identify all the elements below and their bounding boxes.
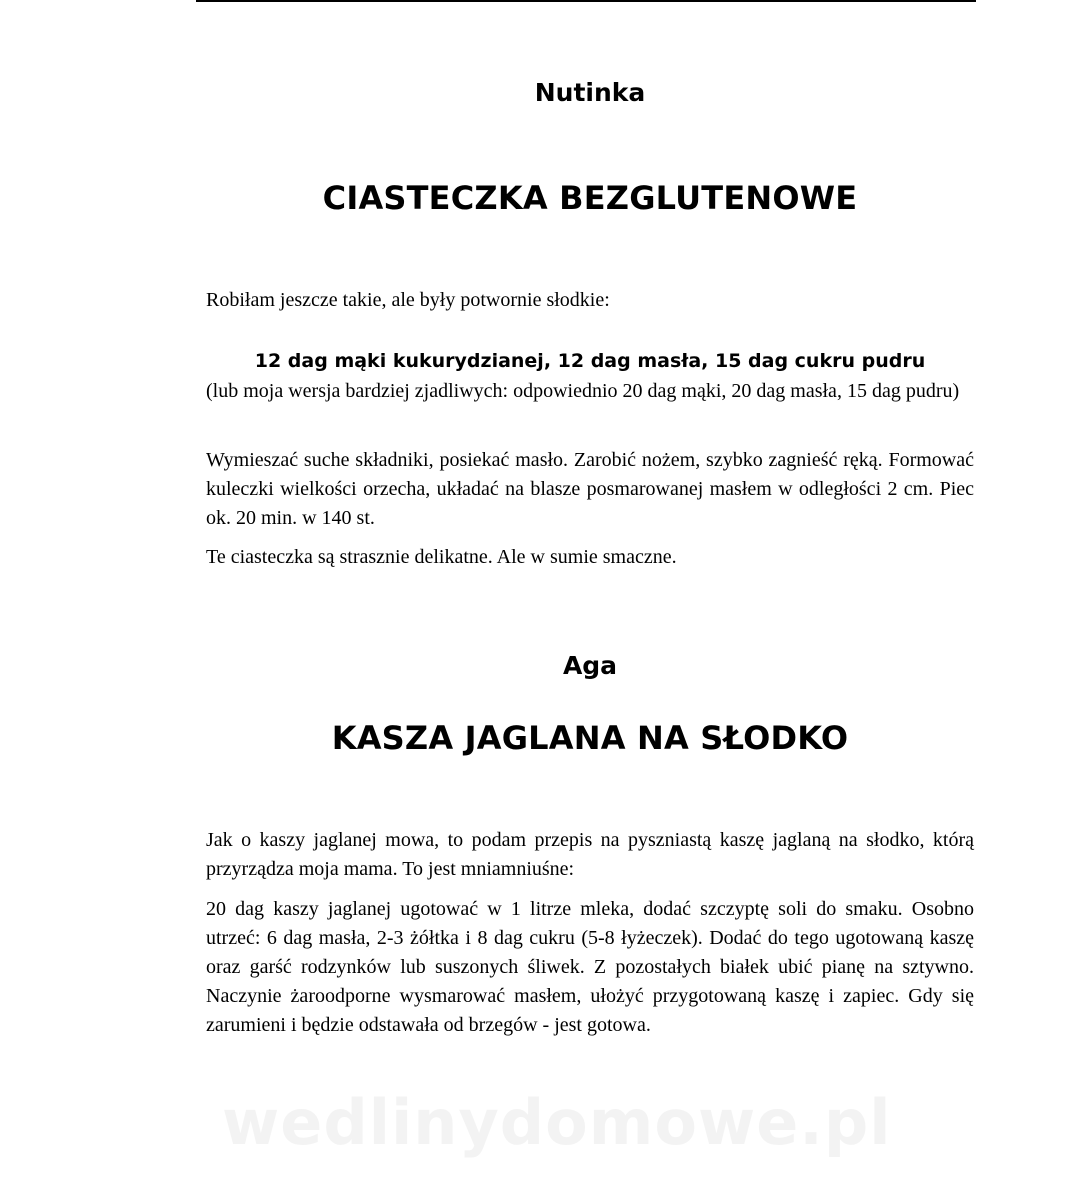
- recipe-variant: (lub moja wersja bardziej zjadliwych: odpowiednio 20 dag mąki, 20 dag masła, 15 dag pudru): [206, 380, 960, 402]
- top-rule: [196, 0, 976, 2]
- recipe-note: Te ciasteczka są strasznie delikatne. Ale w sumie smaczne.: [206, 546, 677, 568]
- recipe-intro: Jak o kaszy jaglanej mowa, to podam przepis na pyszniastą kaszę jaglaną na słodko, którą przyrządza moja mama. To jest mniamniuśne:: [206, 829, 974, 880]
- recipe-ingredients: 12 dag mąki kukurydzianej, 12 dag masła, 15 dag cukru pudru: [254, 350, 926, 372]
- recipe-author: Nutinka: [534, 78, 646, 107]
- recipe-method: Wymieszać suche składniki, posiekać masło. Zarobić nożem, szybko zagnieść ręką. Formować kuleczki wielkości orzecha, układać na blasze posmarowanej masłem w odległości 2 cm. Piec ok. 20 min. w 140 st.: [206, 449, 974, 529]
- recipe-author: Aga: [562, 651, 618, 680]
- recipe-method: 20 dag kaszy jaglanej ugotować w 1 litrze mleka, dodać szczyptę soli do smaku. Osobno utrzeć: 6 dag masła, 2-3 żółtka i 8 dag cukru (5-8 łyżeczek). Dodać do tego ugotowaną kaszę oraz garść rodzynków lub suszonych śliwek. Z pozostałych białek ubić pianę na sztywno. Naczynie żaroodporne wysmarować masłem, ułożyć przygotowaną kaszę i zapiec. Gdy się zarumieni i będzie odstawała od brzegów - jest gotowa.: [206, 898, 974, 1036]
- watermark: wedlinydomowe.pl: [222, 1086, 892, 1159]
- recipe-intro: Robiłam jeszcze takie, ale były potwornie słodkie:: [206, 289, 610, 311]
- recipe-title: CIASTECZKA BEZGLUTENOWE: [322, 179, 858, 217]
- recipe-title: KASZA JAGLANA NA SŁODKO: [331, 719, 849, 757]
